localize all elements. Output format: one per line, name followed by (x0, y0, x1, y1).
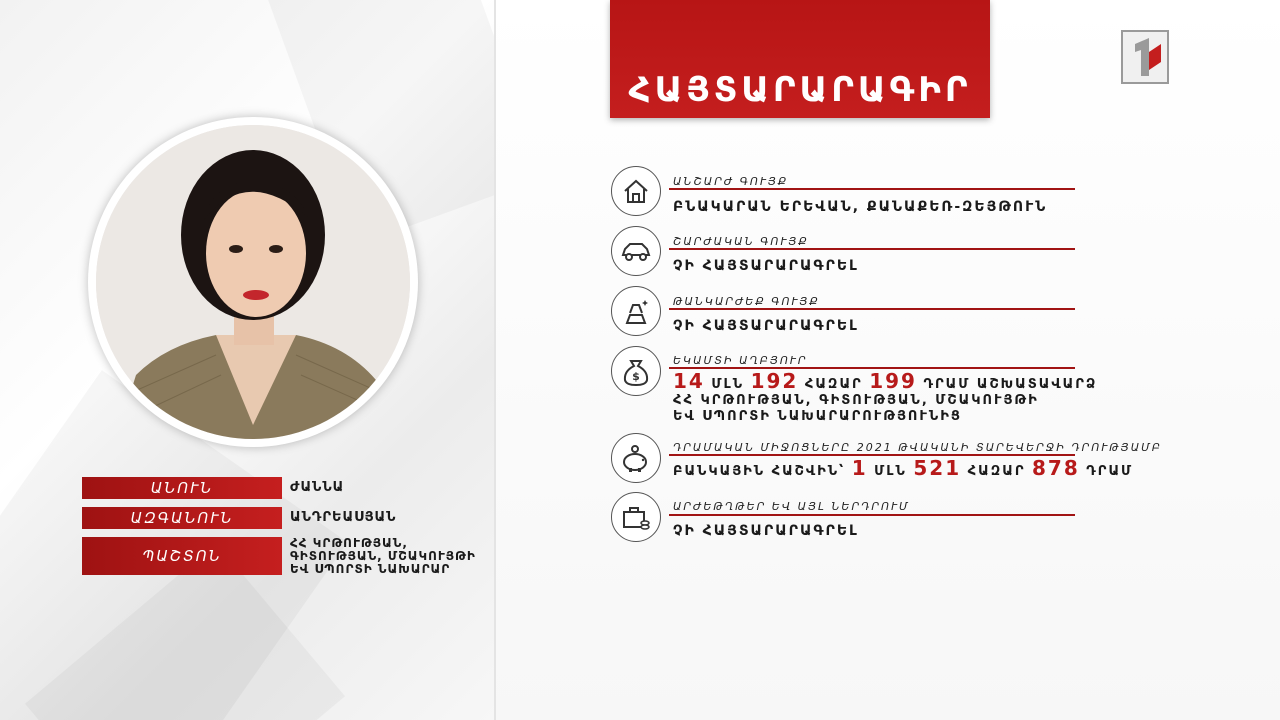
section-divider (669, 514, 1075, 516)
income-amount-units: 199 (869, 369, 917, 393)
valuables-value: ՉԻ ՀԱՅՏԱՐԱՐԱԳՐԵԼ (673, 318, 859, 334)
house-icon (621, 176, 651, 206)
income-unit-thousand: ՀԱԶԱՐ (804, 377, 863, 392)
real-estate-label: ԱՆՇԱՐԺ ԳՈՒՅՔ (673, 175, 789, 188)
briefcase-coins-icon (621, 503, 651, 531)
income-label: ԵԿԱՄՏԻ ԱՂԲՅՈՒՐ (673, 354, 808, 367)
movable-property-label: ՇԱՐԺԱԿԱՆ ԳՈՒՅՔ (673, 235, 809, 248)
real-estate-icon-circle (611, 166, 661, 216)
funds-icon-circle (611, 433, 661, 483)
valuables-label: ԹԱՆԿԱՐԺԵՔ ԳՈՒՅՔ (673, 295, 820, 308)
funds-prefix: ԲԱՆԿԱՅԻՆ ՀԱՇՎԻՆ՝ (673, 464, 846, 479)
name-value: ԺԱՆՆԱ (290, 480, 345, 495)
channel-logo (1121, 30, 1169, 84)
movable-property-icon-circle (611, 226, 661, 276)
funds-amount-millions: 1 (851, 456, 868, 480)
position-value-line: ՀՀ ԿՐԹՈՒԹՅԱՆ, (290, 536, 408, 550)
income-unit-dram: ԴՐԱՄ ԱՇԽԱՏԱՎԱՐՁ (923, 377, 1098, 392)
name-label: ԱՆՈՒՆ (82, 477, 282, 499)
real-estate-value: ԲՆԱԿԱՐԱՆ ԵՐԵՎԱՆ, ՔԱՆԱՔԵՌ-ԶԵՅԹՈՒՆ (673, 199, 1048, 215)
securities-value: ՉԻ ՀԱՅՏԱՐԱՐԱԳՐԵԼ (673, 523, 859, 539)
income-icon-circle (611, 346, 661, 396)
income-unit-mln: ՄԼՆ (711, 377, 745, 392)
position-value-line: ԳԻՏՈՒԹՅԱՆ, ՄՇԱԿՈՒՅԹԻ (290, 549, 476, 563)
car-icon (620, 239, 652, 263)
movable-property-value: ՉԻ ՀԱՅՏԱՐԱՐԱԳՐԵԼ (673, 258, 859, 274)
funds-label: ԴՐԱՄԱԿԱՆ ՄԻՋՈՑՆԵՐԸ 2021 ԹՎԱԿԱՆԻ ՏԱՐԵՎԵՐՋԻ ԴՐՈՒԹՅԱՄԲ (673, 441, 1162, 454)
person-portrait-image (96, 125, 410, 439)
surname-value: ԱՆԴՐԵԱՍՅԱՆ (290, 510, 397, 525)
position-value-line: ԵՎ ՍՊՈՐՏԻ ՆԱԽԱՐԱՐ (290, 562, 451, 576)
funds-value (673, 456, 1134, 480)
section-divider (669, 248, 1075, 250)
gold-bars-icon (621, 297, 651, 325)
income-source-line: ԵՎ ՍՊՈՐՏԻ ՆԱԽԱՐԱՐՈՒԹՅՈՒՆԻՑ (673, 409, 962, 424)
section-divider (669, 188, 1075, 190)
income-amount-line (673, 369, 1098, 393)
funds-unit-mln: ՄԼՆ (874, 464, 907, 479)
securities-icon-circle (611, 492, 661, 542)
position-label: ՊԱՇՏՈՆ (82, 537, 282, 575)
portrait-photo (96, 125, 410, 439)
funds-unit-thousand: ՀԱԶԱՐ (967, 464, 1026, 479)
surname-label: ԱԶԳԱՆՈՒՆ (82, 507, 282, 529)
page-title: ՀԱՅՏԱՐԱՐԱԳԻՐ (628, 70, 972, 110)
funds-amount-thousands: 521 (913, 456, 962, 480)
securities-label: ԱՐԺԵԹՂԹԵՐ ԵՎ ԱՅԼ ՆԵՐԴՐՈՒՄ (673, 500, 910, 513)
funds-amount-units: 878 (1032, 456, 1080, 480)
valuables-icon-circle (611, 286, 661, 336)
funds-unit-dram: ԴՐԱՄ (1086, 464, 1134, 479)
section-divider (669, 308, 1075, 310)
income-amount-thousands: 192 (750, 369, 799, 393)
svg-text:$: $ (632, 370, 640, 383)
piggy-bank-icon (620, 443, 652, 473)
income-value (673, 369, 1098, 425)
channel-one-logo-icon (1123, 32, 1167, 82)
section-divider (669, 454, 1075, 456)
income-source-line: ՀՀ ԿՐԹՈՒԹՅԱՆ, ԳԻՏՈՒԹՅԱՆ, ՄՇԱԿՈՒՅԹԻ (673, 393, 1039, 408)
money-bag-icon (621, 355, 651, 387)
income-amount-millions: 14 (673, 369, 705, 393)
title-banner (610, 0, 990, 118)
position-value (290, 537, 490, 576)
